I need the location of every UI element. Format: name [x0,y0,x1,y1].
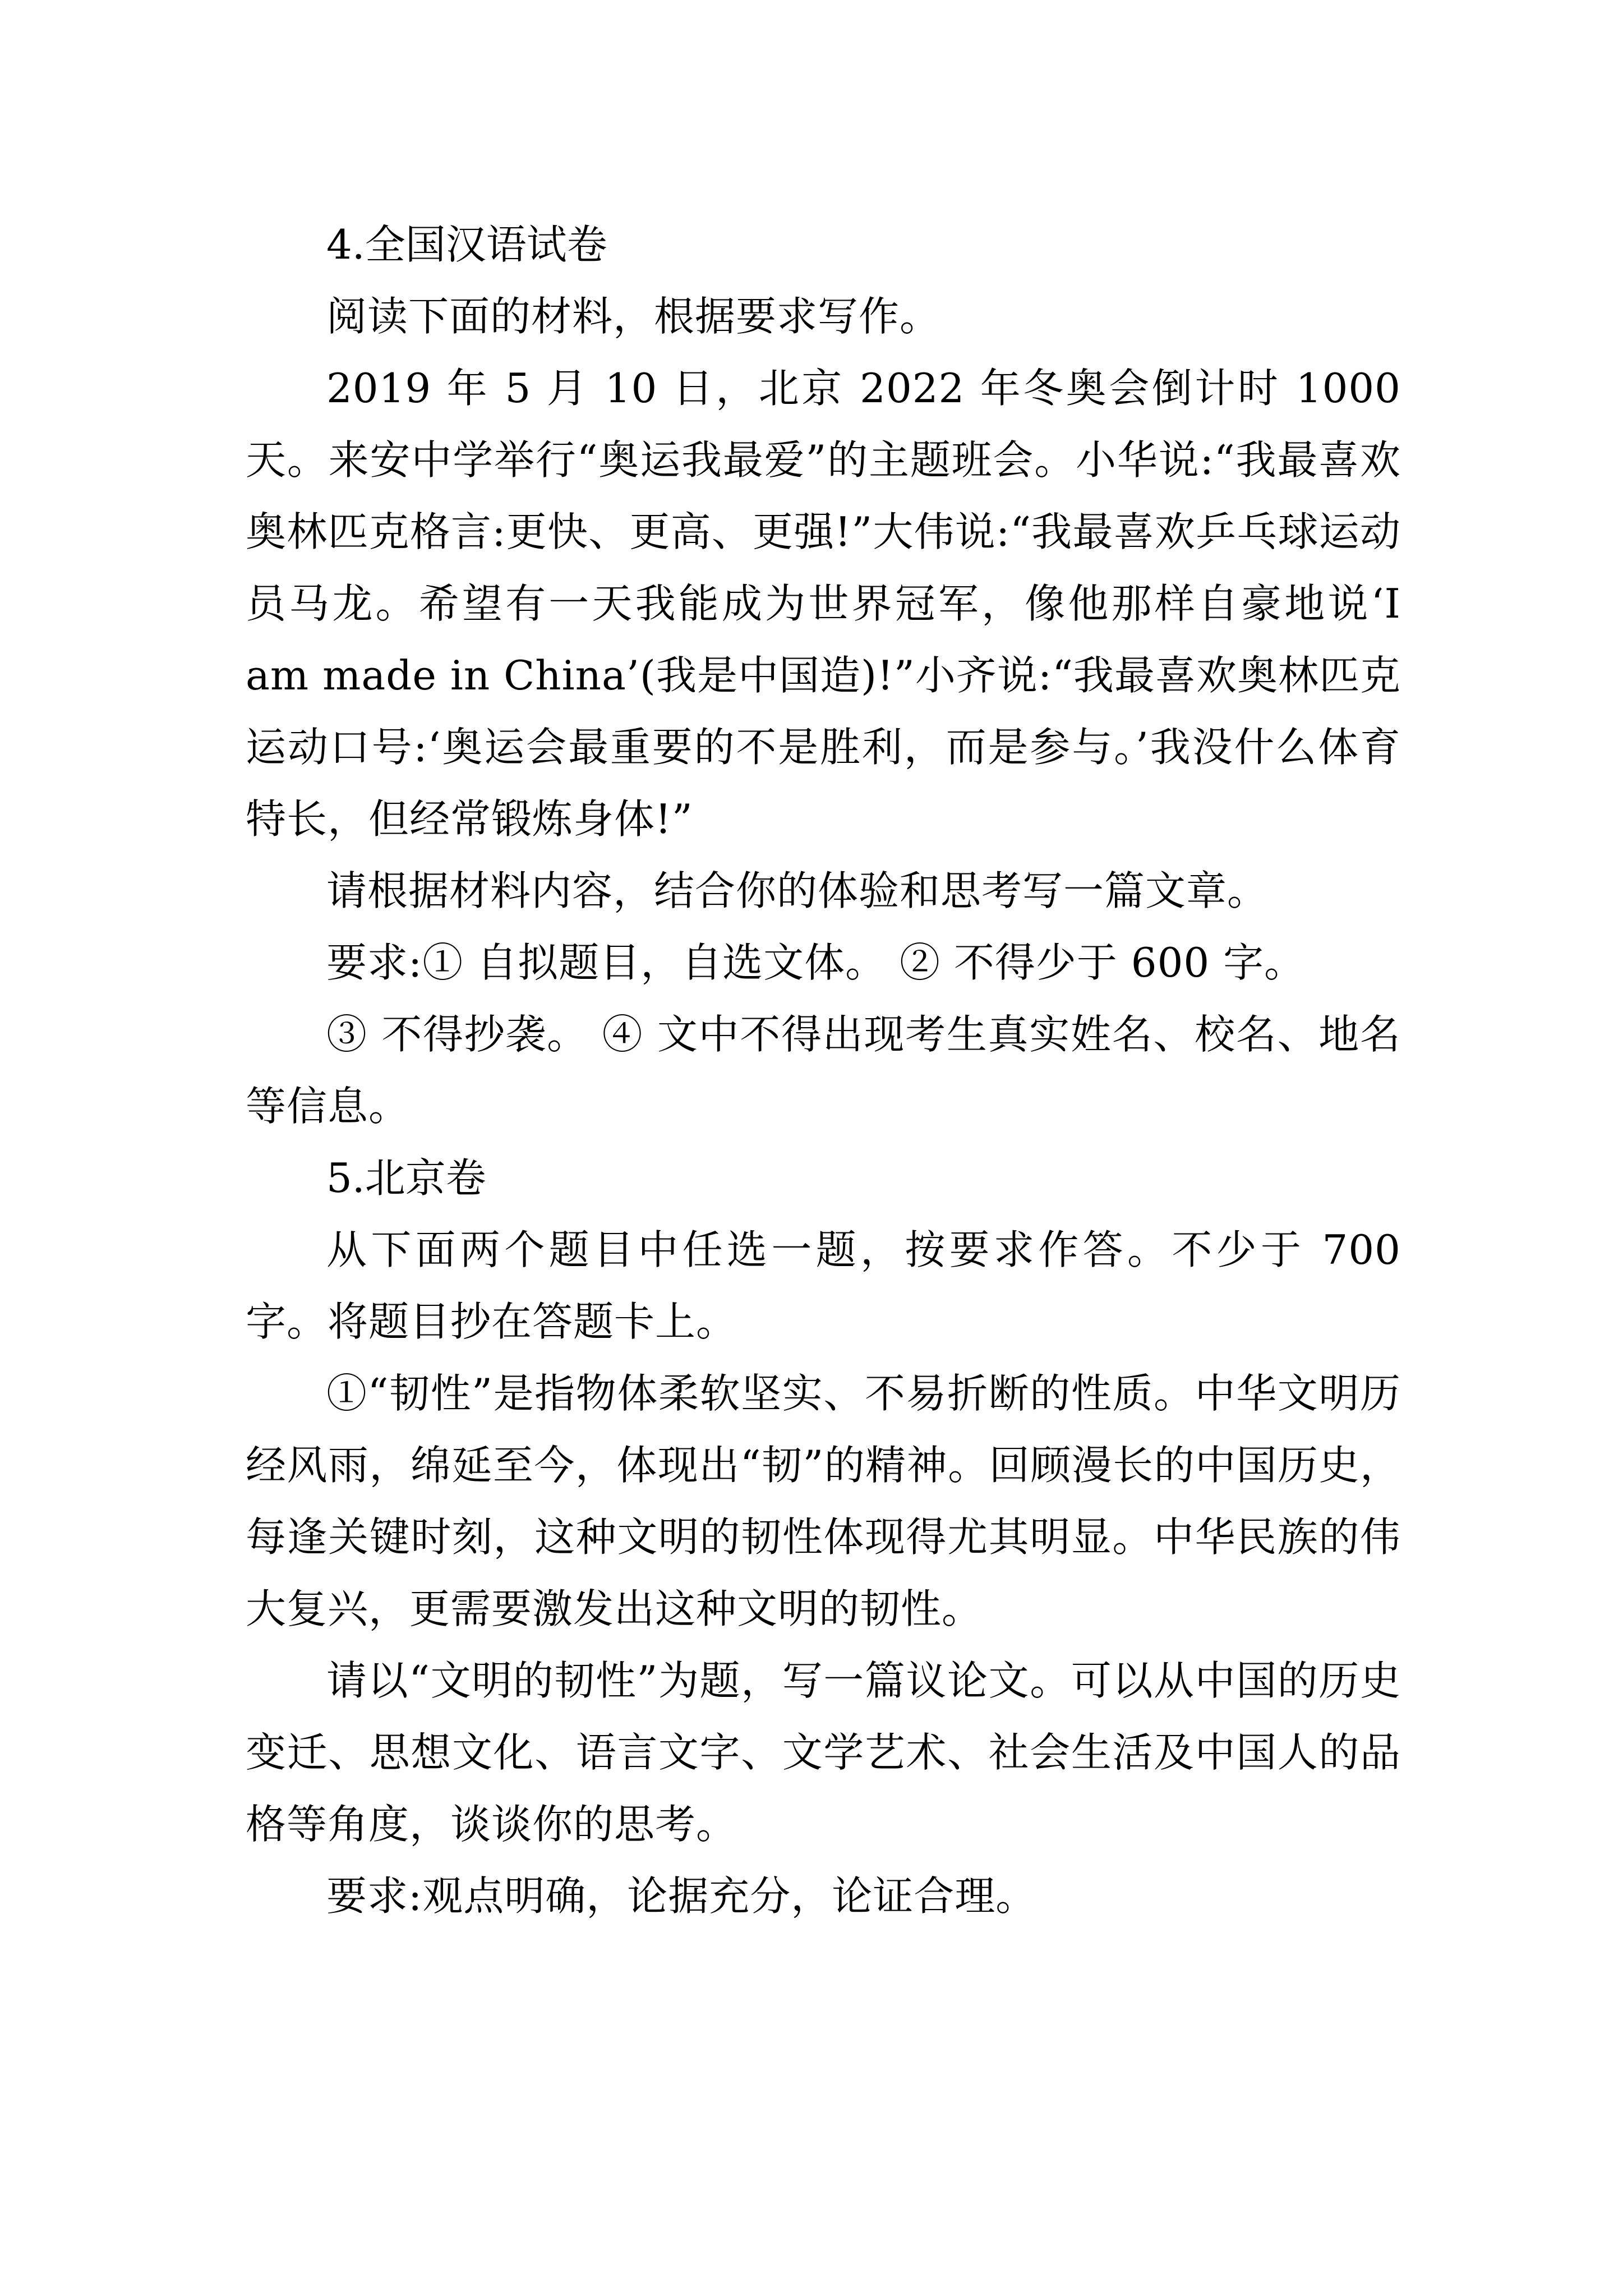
paragraph: 从下面两个题目中任选一题，按要求作答。不少于 700 字。将题目抄在答题卡上。 [246,1226,1414,1345]
document-body [246,209,1414,1932]
paragraph: 2019 年 5 月 10 日，北京 2022 年冬奥会倒计时 1000 天。来安中学举行“奥运我最爱”的主题班会。小华说:“我最喜欢奥林匹克格言:更快、更高、更强!”大伟说:“我最喜欢乒乓球运动员马龙。希望有一天我能成为世界冠军，像他那样自豪地说‘I am made in China’(我是中国造)!”小齐说:“我最喜欢奥林匹克运动口号:‘奥运会最重要的不是胜利，而是参与。’我没什么体育特长，但经常锻炼身体!” [246,365,1414,843]
paragraph: 请以“文明的韧性”为题，写一篇议论文。可以从中国的历史变迁、思想文化、语言文字、文学艺术、社会生活及中国人的品格等角度，谈谈你的思考。 [246,1657,1401,1848]
paragraph: 要求:观点明确，论据充分，论证合理。 [326,1872,1037,1920]
section-heading-5: 5.北京卷 [326,1154,486,1202]
section-heading-4: 4.全国汉语试卷 [326,221,607,268]
paragraph: 请根据材料内容，结合你的体验和思考写一篇文章。 [326,867,1269,914]
paragraph: ①“韧性”是指物体柔软坚实、不易折断的性质。中华文明历经风雨，绵延至今，体现出“韧”的精神。回顾漫长的中国历史，每逢关键时刻，这种文明的韧性体现得尤其明显。中华民族的伟大复兴，更需要激发出这种文明的韧性。 [246,1370,1401,1632]
paragraph: 要求:① 自拟题目，自选文体。 ② 不得少于 600 字。 [326,939,1306,986]
paragraph: 阅读下面的材料，根据要求写作。 [326,293,941,340]
paragraph: ③ 不得抄袭。 ④ 文中不得出现考生真实姓名、校名、地名等信息。 [246,1011,1401,1130]
